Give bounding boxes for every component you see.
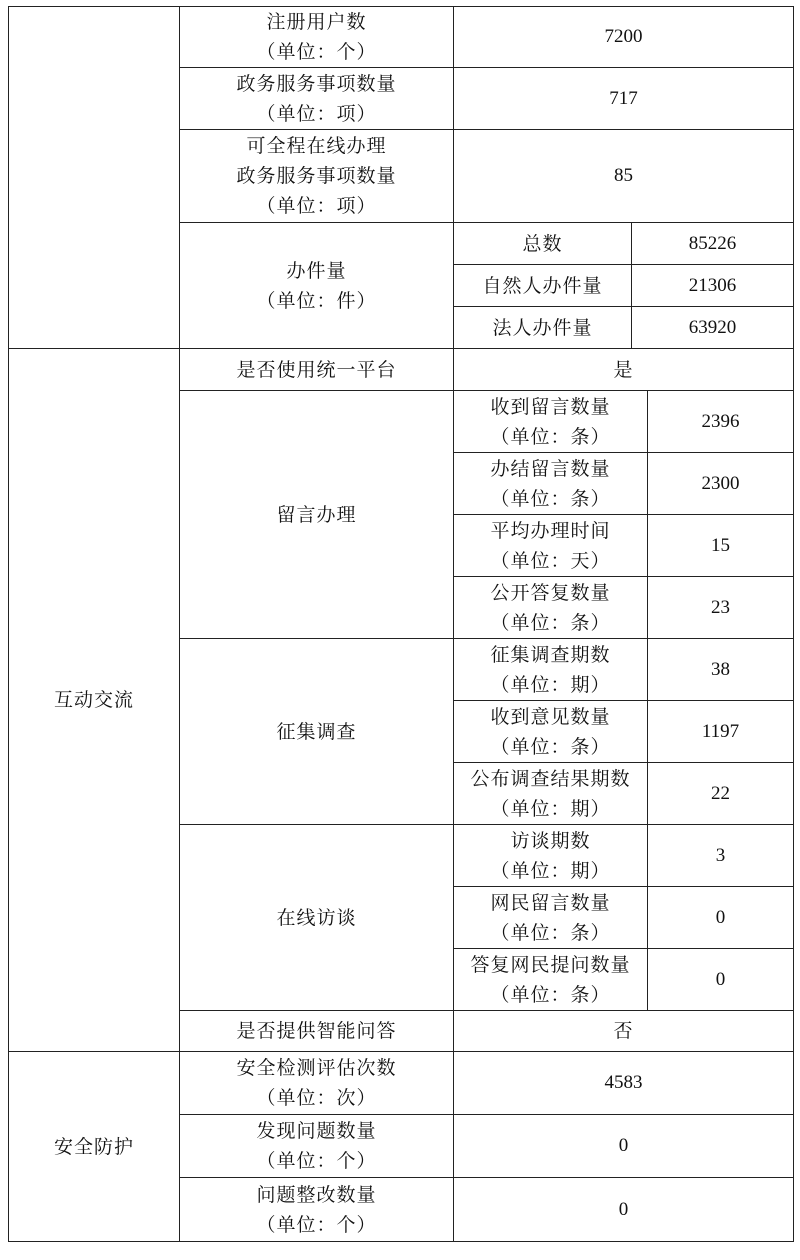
messages-received-value: 2396 <box>648 391 794 453</box>
handling-total-label: 总数 <box>454 223 632 265</box>
service-items-label: 政务服务事项数量 （单位：项） <box>180 68 454 130</box>
handling-total-value: 85226 <box>632 223 794 265</box>
messages-public-replies-label: 公开答复数量 （单位：条） <box>454 577 648 639</box>
section-interaction: 互动交流 <box>8 349 180 1052</box>
interview-netizen-msgs-value: 0 <box>648 887 794 949</box>
messages-concluded-value: 2300 <box>648 453 794 515</box>
issues-found-label: 发现问题数量 （单位：个） <box>180 1115 454 1178</box>
interview-group-label: 在线访谈 <box>180 825 454 1011</box>
interview-issues-value: 3 <box>648 825 794 887</box>
messages-received-label: 收到留言数量 （单位：条） <box>454 391 648 453</box>
registered-users-label: 注册用户数 （单位：个） <box>180 6 454 68</box>
interview-netizen-msgs-label: 网民留言数量 （单位：条） <box>454 887 648 949</box>
inspections-value: 4583 <box>454 1052 794 1115</box>
survey-opinions-value: 1197 <box>648 701 794 763</box>
service-items-value: 717 <box>454 68 794 130</box>
messages-public-replies-value: 23 <box>648 577 794 639</box>
survey-results-label: 公布调查结果期数 （单位：期） <box>454 763 648 825</box>
section-cell-continued <box>8 6 180 349</box>
interview-answers-value: 0 <box>648 949 794 1011</box>
survey-results-value: 22 <box>648 763 794 825</box>
survey-opinions-label: 收到意见数量 （单位：条） <box>454 701 648 763</box>
survey-issues-value: 38 <box>648 639 794 701</box>
survey-group-label: 征集调查 <box>180 639 454 825</box>
issues-found-value: 0 <box>454 1115 794 1178</box>
handling-legal-label: 法人办件量 <box>454 307 632 349</box>
survey-issues-label: 征集调查期数 （单位：期） <box>454 639 648 701</box>
online-items-value: 85 <box>454 130 794 223</box>
inspections-label: 安全检测评估次数 （单位：次） <box>180 1052 454 1115</box>
handling-natural-value: 21306 <box>632 265 794 307</box>
messages-avg-time-value: 15 <box>648 515 794 577</box>
messages-avg-time-label: 平均办理时间 （单位：天） <box>454 515 648 577</box>
section-security: 安全防护 <box>8 1052 180 1242</box>
issues-fixed-label: 问题整改数量 （单位：个） <box>180 1178 454 1242</box>
issues-fixed-value: 0 <box>454 1178 794 1242</box>
handling-natural-label: 自然人办件量 <box>454 265 632 307</box>
messages-group-label: 留言办理 <box>180 391 454 639</box>
unified-platform-label: 是否使用统一平台 <box>180 349 454 391</box>
handling-legal-value: 63920 <box>632 307 794 349</box>
messages-concluded-label: 办结留言数量 （单位：条） <box>454 453 648 515</box>
interview-answers-label: 答复网民提问数量 （单位：条） <box>454 949 648 1011</box>
registered-users-value: 7200 <box>454 6 794 68</box>
interview-issues-label: 访谈期数 （单位：期） <box>454 825 648 887</box>
unified-platform-value: 是 <box>454 349 794 391</box>
online-items-label: 可全程在线办理 政务服务事项数量 （单位：项） <box>180 130 454 223</box>
smart-qa-label: 是否提供智能问答 <box>180 1011 454 1052</box>
smart-qa-value: 否 <box>454 1011 794 1052</box>
handling-label: 办件量 （单位：件） <box>180 223 454 349</box>
